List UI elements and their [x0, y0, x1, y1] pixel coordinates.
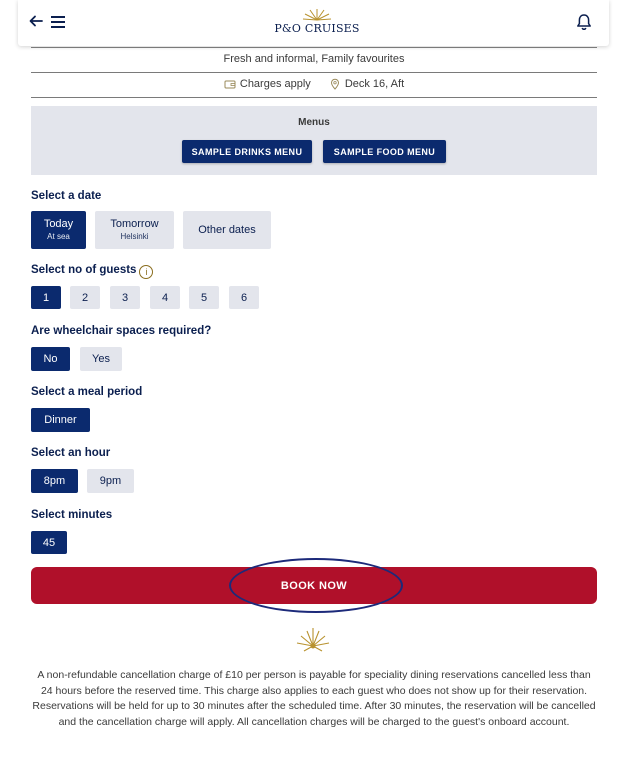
hour-option-8pm[interactable]: 8pm [31, 469, 78, 493]
guests-option-1[interactable]: 1 [31, 286, 61, 309]
venue-subtitle: Fresh and informal, Family favourites [223, 53, 405, 65]
minutes-option-45[interactable]: 45 [31, 531, 67, 554]
select-guests-label [31, 264, 153, 279]
date-option-main: Other dates [198, 223, 256, 236]
location-pin-icon [329, 78, 341, 90]
date-option-main: Tomorrow [110, 218, 159, 230]
sample-food-menu-button[interactable]: SAMPLE FOOD MENU [323, 140, 446, 163]
select-guests-text: Select no of guests [31, 264, 137, 276]
divider [31, 47, 597, 48]
charges-text: Charges apply [239, 78, 311, 90]
menus-title: Menus [298, 117, 330, 128]
sunburst-icon [294, 626, 332, 654]
wheelchair-option-no[interactable]: No [31, 347, 70, 371]
sunburst-logo-icon [302, 9, 332, 21]
date-option-sub: At sea [47, 232, 70, 241]
date-option-sub: Helsinki [120, 232, 149, 241]
select-minutes-label: Select minutes [31, 509, 113, 521]
guests-option-3[interactable]: 3 [110, 286, 140, 309]
meal-period-label: Select a meal period [31, 386, 143, 398]
divider [31, 72, 597, 73]
sample-drinks-menu-button[interactable]: SAMPLE DRINKS MENU [182, 140, 312, 163]
guests-option-2[interactable]: 2 [70, 286, 100, 309]
guests-option-4[interactable]: 4 [150, 286, 180, 309]
logo-text: P&O CRUISES [274, 22, 360, 35]
guests-option-5[interactable]: 5 [189, 286, 219, 309]
date-option-other-dates[interactable] [183, 211, 271, 249]
date-option-today[interactable] [31, 211, 86, 249]
guests-option-6[interactable]: 6 [229, 286, 259, 309]
wallet-icon [224, 78, 236, 90]
hour-option-9pm[interactable]: 9pm [87, 469, 134, 493]
bell-icon[interactable] [576, 13, 592, 31]
cancellation-disclaimer: A non-refundable cancellation charge of £10 per person is payable for speciality dining reservations cancelled less than 24 hours before the reserved time. This charge also applies to each guest who does not show up for their reservation. Reservations will be held for up to 30 minutes after the scheduled time. After 30 minutes, the reservation will be cancelled and the cancellation charge will apply. All cancellation charges will be charged to the guest's onboard account. [32, 669, 596, 728]
date-option-tomorrow[interactable] [95, 211, 174, 249]
menus-panel [31, 106, 597, 175]
divider [31, 97, 597, 98]
top-bar [18, 0, 609, 46]
date-option-main: Today [43, 218, 74, 230]
deck-location-text: Deck 16, Aft [344, 78, 405, 90]
select-date-label: Select a date [31, 190, 102, 202]
wheelchair-option-yes[interactable]: Yes [80, 347, 122, 371]
hamburger-menu-icon[interactable] [51, 15, 65, 27]
info-icon[interactable]: i [139, 265, 153, 279]
book-now-button[interactable]: BOOK NOW [31, 567, 597, 604]
arrow-left-icon[interactable] [28, 13, 44, 29]
select-hour-label: Select an hour [31, 447, 111, 459]
wheelchair-label: Are wheelchair spaces required? [31, 325, 212, 337]
venue-info [31, 78, 597, 90]
po-cruises-logo[interactable] [267, 9, 367, 41]
meal-option-dinner[interactable]: Dinner [31, 408, 90, 432]
